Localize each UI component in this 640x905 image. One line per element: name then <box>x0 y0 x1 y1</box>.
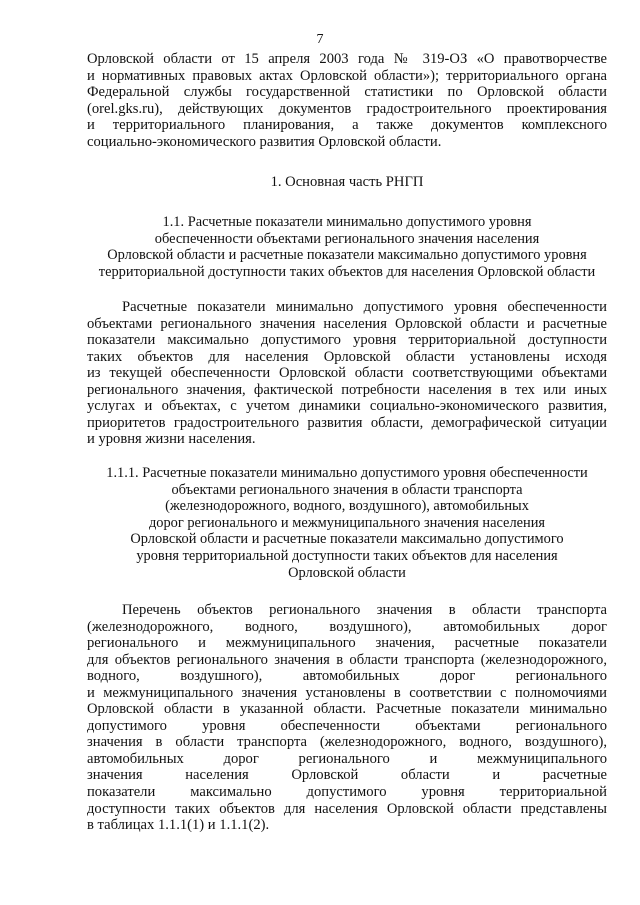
text-line: услугах и объектах, с учетом динамики социально-экономического развития, <box>87 398 607 415</box>
text-line: регионального значения, фактической потребности населения в тех или иных <box>87 381 607 398</box>
heading-line: Орловской области и расчетные показатели максимально допустимого уровня <box>107 247 587 264</box>
text-line: и уровня жизни населения. <box>87 431 256 448</box>
text-line: доступности таких объектов для населения Орловской области представлены <box>87 800 607 817</box>
text-line: Орловской области от 15 апреля 2003 года № 319-ОЗ «О правотворчестве <box>87 51 607 67</box>
text-line: и территориального планирования, а также документов комплексного <box>87 117 607 134</box>
heading-line: дорог регионального и межмуниципального значения населения <box>148 514 546 531</box>
text-line: объектами регионального значения населения Орловской области и расчетные <box>87 315 607 332</box>
paragraph-transport-objects <box>87 602 607 834</box>
heading-line: территориальной доступности таких объектов для населения Орловской области <box>98 264 596 281</box>
text-line: водного, воздушного), автомобильных дорог регионального <box>87 668 607 685</box>
text-line: автомобильных дорог регионального и межмуниципального <box>87 750 607 767</box>
text-line: в таблицах 1.1.1(1) и 1.1.1(2). <box>87 817 270 834</box>
text-line: и межмуниципального значения установлены в соответствии с полномочиями <box>87 684 607 701</box>
heading-line: обеспеченности объектами регионального значения населения <box>154 230 540 247</box>
text-line: из текущей обеспеченности Орловской области соответствующими объектами <box>87 365 607 382</box>
text-line: значения населения Орловской области и расчетные <box>87 767 607 784</box>
text-line: приоритетов градостроительного развития области, демографической ситуации <box>87 414 607 431</box>
heading-line: объектами регионального значения в области транспорта <box>171 481 523 498</box>
text-line: (железнодорожного, водного, воздушного), автомобильных дорог <box>87 618 607 635</box>
text-line: регионального и межмуниципального значения, расчетные показатели <box>87 635 607 652</box>
heading-line: (железнодорожного, водного, воздушного), автомобильных <box>165 498 529 515</box>
text-line: допустимого уровня обеспеченности объектами регионального <box>87 717 607 734</box>
text-line: Федеральной службы государственной статистики по Орловской области <box>87 84 607 101</box>
text-line: социально-экономического развития Орловской области. <box>87 133 442 150</box>
heading-line: уровня территориальной доступности таких объектов для населения <box>136 547 558 564</box>
text-line: для объектов регионального значения в области транспорта (железнодорожного, <box>87 651 607 668</box>
text-line: и нормативных правовых актах Орловской области»); территориального органа <box>87 67 607 84</box>
text-line: показатели максимально допустимого уровня территориальной доступности <box>87 332 607 349</box>
text-line: Орловской области в указанной области. Расчетные показатели минимально <box>87 701 607 718</box>
intro-paragraph <box>87 51 607 150</box>
heading-line: 1.1.1. Расчетные показатели минимально допустимого уровня обеспеченности <box>106 465 588 481</box>
text-line: (orel.gks.ru), действующих документов градостроительного проектирования <box>87 100 607 117</box>
section-title: 1. Основная часть РНГП <box>270 174 424 190</box>
subsection-heading-1-1-1 <box>87 465 607 581</box>
heading-line: Орловской области и расчетные показатели максимально допустимого <box>130 531 564 548</box>
subsection-heading-1-1 <box>87 214 607 281</box>
text-line: таких объектов для населения Орловской области установлены исходя <box>87 348 607 365</box>
text-line: Расчетные показатели минимально допустимого уровня обеспеченности <box>122 299 607 315</box>
text-line: значения в области транспорта (железнодорожного, водного, воздушного), <box>87 734 607 751</box>
page-number: 7 <box>316 32 324 47</box>
text-line: показатели максимально допустимого уровня территориальной <box>87 784 607 801</box>
heading-line: 1.1. Расчетные показатели минимально допустимого уровня <box>162 214 532 230</box>
paragraph-indicators <box>87 299 607 448</box>
heading-line: Орловской области <box>288 564 406 581</box>
text-line: Перечень объектов регионального значения в области транспорта <box>122 602 607 618</box>
